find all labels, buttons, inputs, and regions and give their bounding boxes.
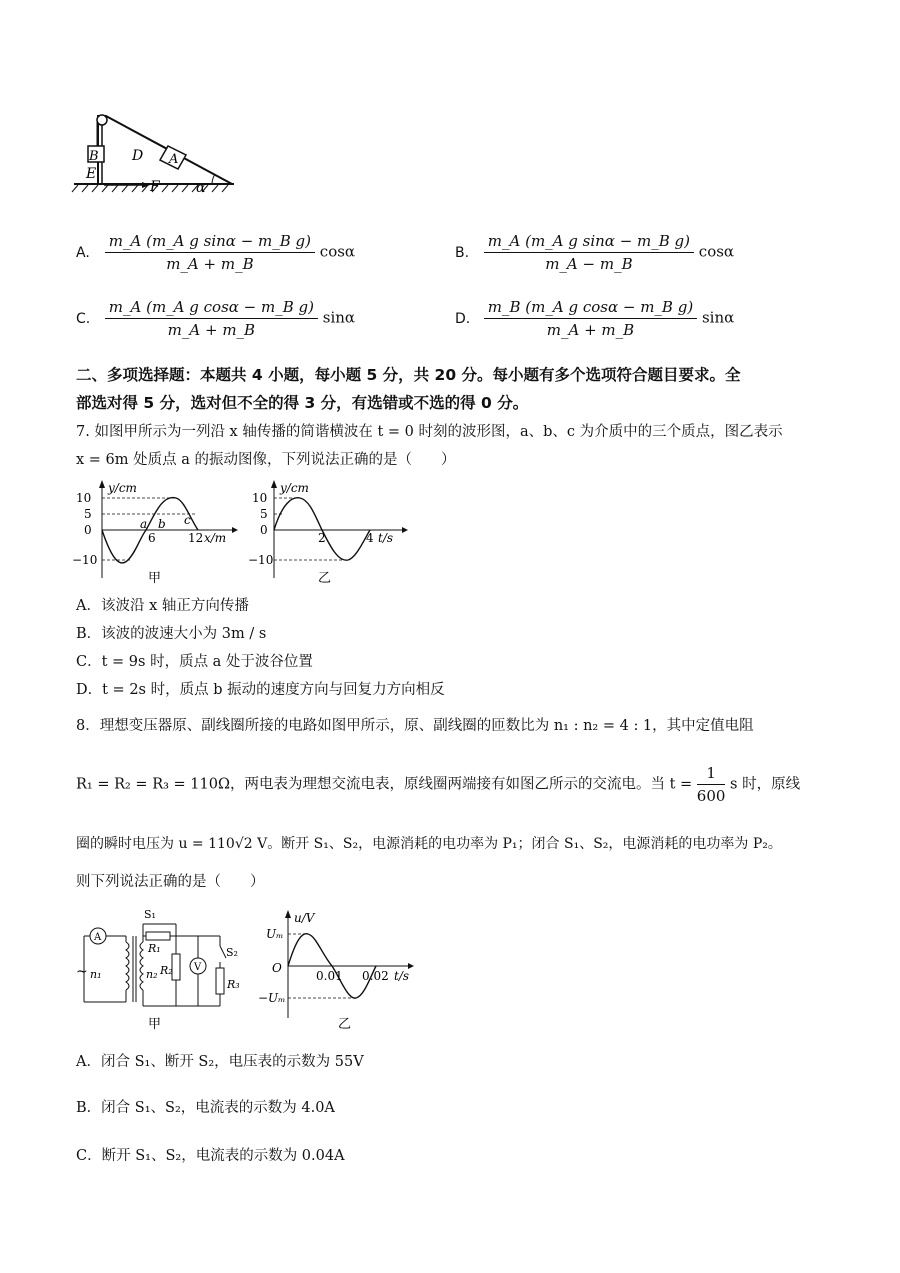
ac-source-symbol: ~ [76,964,88,980]
label-s2: S₂ [226,946,238,959]
label-E: E [86,166,97,182]
q7-option-c[interactable]: C．t = 9s 时，质点 a 处于波谷位置 [76,654,313,670]
q8-yi-xtick-001: 0.01 [316,969,343,983]
q7-stem-line2: x = 6m 处质点 a 的振动图像，下列说法正确的是（ ） [76,452,456,468]
q8-stem-line2: R₁ = R₂ = R₃ = 110Ω，两电表为理想交流电表，原线圈两端接有如图乙所示的交流电。当 t = $\frac{1}{600}$ s 时，原线 [76,764,801,805]
section2-heading-line2: 部选对得 5 分，选对但不全的得 3 分，有选错或不选的得 0 分。 [76,394,529,412]
q7-jia-ytick-0: 0 [84,523,92,537]
q7-point-b: b [158,517,166,531]
q7-jia-ylabel: y/cm [108,481,137,495]
label-r2: R₂ [160,964,173,977]
q6-option-c[interactable]: C. $\frac{\text{m\_A (m\_A g cosα − m\_B g)}}{m\_A + m\_B}$ sinα [76,298,356,339]
q6-option-a[interactable]: A. $\frac{\text{m\_A (m\_A g sinα − m\_B g)}}{m\_A + m\_B}$ cosα [76,232,356,273]
q7-jia-ytick-neg10: −10 [72,553,98,567]
q8-voltage-graph [258,906,428,1034]
q8-yi-xtick-002: 0.02 [362,969,389,983]
q7-yi-xtick-4: 4 [366,531,374,545]
label-n2: n₂ [146,968,158,981]
label-F: F [150,179,160,195]
q7-jia-ytick-10: 10 [76,491,92,505]
q8-yi-ytick-o: O [272,961,282,975]
q7-option-d[interactable]: D．t = 2s 时，质点 b 振动的速度方向与回复力方向相反 [76,682,445,698]
q7-yi-xlabel: t/s [378,531,394,545]
q8-yi-ylabel: u/V [294,911,315,925]
section2-heading-line1: 二、多项选择题：本题共 4 小题，每小题 5 分，共 20 分。每小题有多个选项符合题目要求。全 [76,366,741,384]
q7-yi-xtick-2: 2 [318,531,326,545]
label-D: D [132,148,144,164]
q7-yi-caption: 乙 [318,571,332,586]
q7-vibration-graph [248,478,422,588]
q7-yi-ytick-10: 10 [252,491,268,505]
ammeter-label: A [94,932,102,943]
q7-yi-ytick-5: 5 [260,507,268,521]
q8-circuit-diagram [70,906,250,1034]
q7-yi-ytick-neg10: −10 [248,553,274,567]
q8-stem-line1: 8．理想变压器原、副线圈所接的电路如图甲所示，原、副线圈的匝数比为 n₁ : n₂ = 4 : 1，其中定值电阻 [76,718,754,734]
label-r3: R₃ [227,978,240,991]
q8-jia-caption: 甲 [148,1017,162,1032]
q8-yi-ytick-neg-um: −Uₘ [258,991,286,1005]
q7-jia-xlabel: x/m [204,531,227,545]
q8-option-c[interactable]: C．断开 S₁、S₂，电流表的示数为 0.04A [76,1148,345,1164]
voltmeter-label: V [194,962,202,973]
q8-yi-xlabel: t/s [394,969,410,983]
q7-option-a[interactable]: A．该波沿 x 轴正方向传播 [76,598,249,614]
q7-option-b[interactable]: B．该波的波速大小为 3m / s [76,626,267,642]
q8-stem-line3: 圈的瞬时电压为 u = 110√2 V。断开 S₁、S₂，电源消耗的电功率为 P₁；闭合 S₁、S₂，电源消耗的电功率为 P₂。 [76,836,782,852]
q8-option-b[interactable]: B．闭合 S₁、S₂，电流表的示数为 4.0A [76,1100,335,1116]
label-A: A [169,152,179,167]
q7-jia-caption: 甲 [148,571,162,586]
incline-diagram [72,106,242,206]
q8-option-a[interactable]: A．闭合 S₁、断开 S₂，电压表的示数为 55V [76,1054,364,1070]
q7-yi-ylabel: y/cm [280,481,309,495]
q6-option-d[interactable]: D. $\frac{\text{m\_B (m\_A g cosα − m\_B g)}}{m\_A + m\_B}$ sinα [455,298,735,339]
q7-point-c: c [184,513,191,527]
q7-jia-xtick-6: 6 [148,531,156,545]
label-alpha: α [196,180,206,196]
q7-yi-ytick-0: 0 [260,523,268,537]
q7-stem-line1: 7. 如图甲所示为一列沿 x 轴传播的简谐横波在 t = 0 时刻的波形图，a、b、c 为介质中的三个质点，图乙表示 [76,424,783,440]
q7-wave-graph [72,478,242,588]
q8-time-fraction: $\frac{1}{600}$ [696,764,726,805]
q7-jia-ytick-5: 5 [84,507,92,521]
label-r1: R₁ [148,942,161,955]
q8-yi-caption: 乙 [338,1017,352,1032]
q6-option-b[interactable]: B. $\frac{\text{m\_A (m\_A g sinα − m\_B g)}}{m\_A - m\_B}$ cosα [455,232,735,273]
label-s1: S₁ [144,908,156,921]
q8-yi-ytick-um: Uₘ [266,927,284,941]
label-B: B [89,149,99,164]
q7-jia-xtick-12: 12 [188,531,204,545]
label-n1: n₁ [90,968,102,981]
q7-point-a: a [140,517,148,531]
q8-stem-line4: 则下列说法正确的是（ ） [76,874,265,890]
